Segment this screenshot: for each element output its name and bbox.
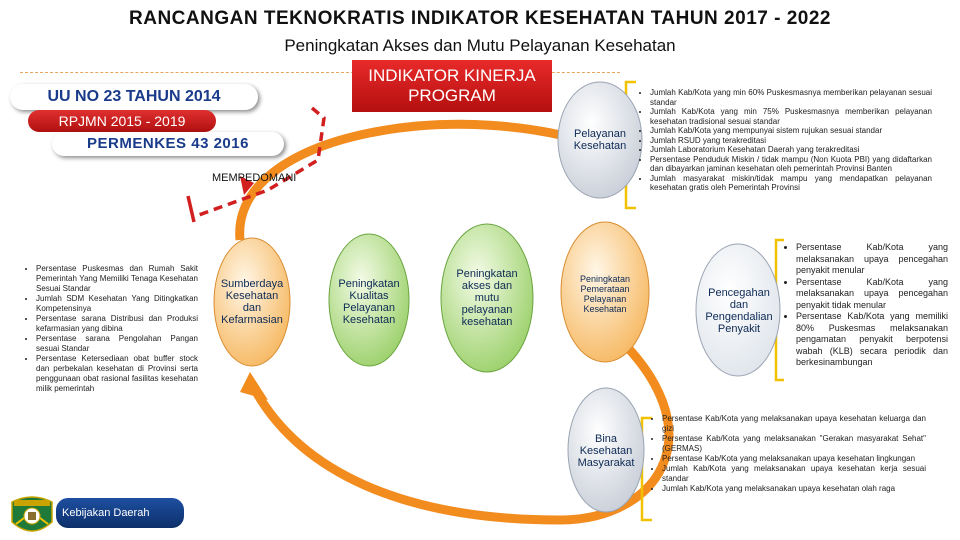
program-banner (352, 60, 552, 112)
uu-label: UU NO 23 TAHUN 2014 (10, 84, 258, 110)
pencegahan-label: Pencegahan dan Pengendalian Penyakit (705, 287, 773, 335)
list-item: • Jumlah RSUD yang terakreditasi (650, 136, 932, 146)
list-item: • Jumlah SDM Kesehatan Yang Ditingkatkan Kompetensinya (36, 294, 198, 314)
page-title: RANCANGAN TEKNOKRATIS INDIKATOR KESEHATAN TAHUN 2017 - 2022 (129, 8, 831, 29)
list-item: • Persentase Puskesmas dan Rumah Sakit Pemerintah Yang Memiliki Tenaga Kesehatan Sesuai Standar (36, 264, 198, 294)
bina-label: Bina Kesehatan Masyarakat (577, 433, 635, 469)
banten-logo-icon (8, 494, 56, 538)
list-item: • Persentase sarana Pengolahan Pangan sesuai Standar (36, 334, 198, 354)
list-item: • Persentase Kab/Kota yang melaksanakan upaya pencegahan penyakit menular (796, 242, 948, 277)
list-item: • Jumlah Kab/Kota yang mempunyai sistem rujukan sesuai standar (650, 126, 932, 136)
left-indicator-list (28, 264, 198, 394)
rpjmn-label: RPJMN 2015 - 2019 (28, 110, 216, 132)
list-item: • Persentase Kab/Kota yang melaksanakan upaya kesehatan lingkungan (662, 454, 926, 464)
akses-label: Peningkatan akses dan mutu pelayanan kesehatan (456, 268, 518, 328)
list-item: • Persentase Kab/Kota yang melaksanakan "Gerakan masyarakat Sehat" (GERMAS) (662, 434, 926, 454)
kebijakan-daerah-label: Kebijakan Daerah (56, 498, 184, 528)
list-item: • Jumlah masyarakat miskin/tidak mampu yang mendapatkan pelayanan kesehatan gratis oleh Pemerintah Provinsi (650, 174, 932, 193)
list-item: • Jumlah Kab/Kota yang min 75% Puskesmasnya memberikan pelayanan kesehatan tradisional sesuai standar (650, 107, 932, 126)
mempedomani-label: MEMPEDOMANI (212, 172, 297, 184)
program-banner-text: INDIKATOR KINERJA PROGRAM (368, 66, 536, 105)
list-item: • Persentase sarana Distribusi dan Produksi kefarmasian yang dibina (36, 314, 198, 334)
sdm-label: Sumberdaya Kesehatan dan Kefarmasian (220, 278, 284, 326)
pemerataan-label: Peningkatan Pemerataan Pelayanan Kesehatan (579, 274, 631, 314)
kualitas-label: Peningkatan Kualitas Pelayanan Kesehatan (338, 278, 400, 326)
list-item: • Jumlah Kab/Kota yang melaksanakan upaya kesehatan kerja sesuai standar (662, 464, 926, 484)
list-item: • Persentase Kab/Kota yang melaksanakan upaya kesehatan keluarga dan gizi (662, 414, 926, 434)
list-item: • Persentase Ketersediaan obat buffer stock dan perbekalan kesehatan di Provinsi serta penggunaan obat rasional fasilitas kesehatan milik pemerintah (36, 354, 198, 394)
bina-indicator-list (654, 414, 926, 494)
list-item: • Persentase Kab/Kota yang memiliki 80% Puskesmas melaksanakan pengamatan penyakit berpotensi wabah (KLB) secara periodik dan berkesinambungan (796, 311, 948, 369)
permenkes-label: PERMENKES 43 2016 (52, 132, 284, 156)
page-subtitle: Peningkatan Akses dan Mutu Pelayanan Kesehatan (284, 36, 676, 55)
list-item: • Jumlah Kab/Kota yang melaksanakan upaya kesehatan olah raga (662, 484, 926, 494)
list-item: • Persentase Penduduk Miskin / tidak mampu (Non Kuota PBI) yang didaftarkan dan dibayarkan jaminan kesehatan oleh pemerintah Provinsi Banten (650, 155, 932, 174)
pelayanan-indicator-list (642, 88, 932, 193)
list-item: • Persentase Kab/Kota yang melaksanakan upaya pencegahan penyakit tidak menular (796, 277, 948, 312)
pencegahan-indicator-list (788, 242, 948, 369)
pelayanan-label: Pelayanan Kesehatan (573, 128, 627, 152)
list-item: • Jumlah Kab/Kota yang min 60% Puskesmasnya memberikan pelayanan sesuai standar (650, 88, 932, 107)
list-item: • Jumlah Laboratorium Kesehatan Daerah yang terakreditasi (650, 145, 932, 155)
